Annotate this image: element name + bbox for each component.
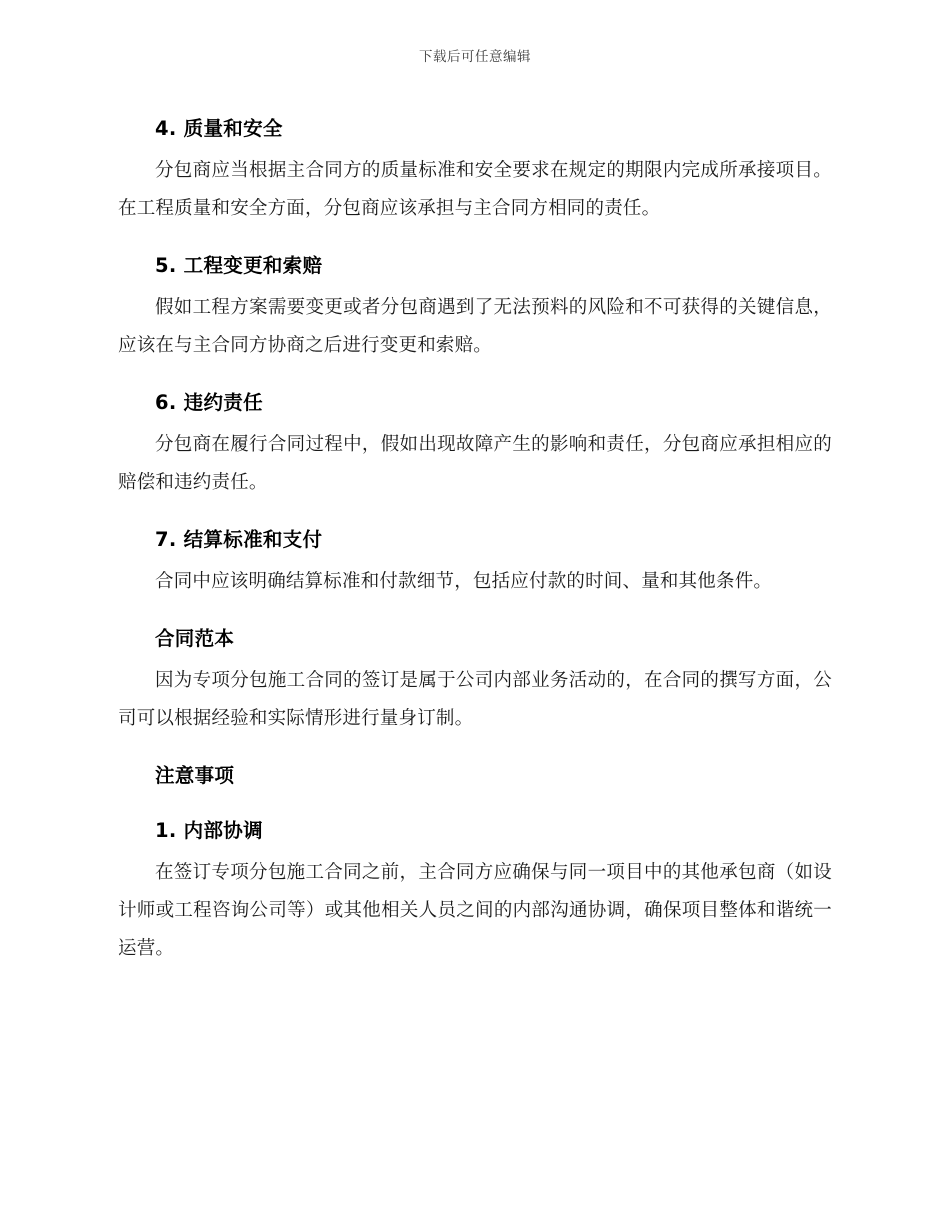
section-paragraph-breach-liability: 分包商在履行合同过程中，假如出现故障产生的影响和责任，分包商应承担相应的赔偿和违约责任。 [118,433,832,493]
section-paragraph-contract-template: 因为专项分包施工合同的签订是属于公司内部业务活动的，在合同的撰写方面，公司可以根据经验和实际情形进行量身订制。 [118,669,832,729]
section-paragraph-settlement-payment: 合同中应该明确结算标准和付款细节，包括应付款的时间、量和其他条件。 [155,570,773,592]
section-paragraph-change-claim: 假如工程方案需要变更或者分包商遇到了无法预料的风险和不可获得的关键信息，应该在与主合同方协商之后进行变更和索赔。 [118,296,832,356]
section-heading-internal-coordination: 1. 内部协调 [155,818,263,842]
section-paragraph-quality-safety: 分包商应当根据主合同方的质量标准和安全要求在规定的期限内完成所承接项目。在工程质量和安全方面，分包商应该承担与主合同方相同的责任。 [118,159,832,219]
section-paragraph-internal-coordination: 在签订专项分包施工合同之前，主合同方应确保与同一项目中的其他承包商（如设计师或工程咨询公司等）或其他相关人员之间的内部沟通协调，确保项目整体和谐统一运营。 [118,861,832,959]
page-header-note: 下载后可任意编辑 [419,49,531,65]
section-heading-quality-safety: 4. 质量和安全 [155,116,283,140]
section-heading-contract-template: 合同范本 [155,626,235,650]
section-heading-settlement-payment: 7. 结算标准和支付 [155,527,323,551]
section-heading-change-claim: 5. 工程变更和索赔 [155,253,323,277]
section-heading-notes: 注意事项 [155,763,235,787]
section-heading-breach-liability: 6. 违约责任 [155,390,263,414]
